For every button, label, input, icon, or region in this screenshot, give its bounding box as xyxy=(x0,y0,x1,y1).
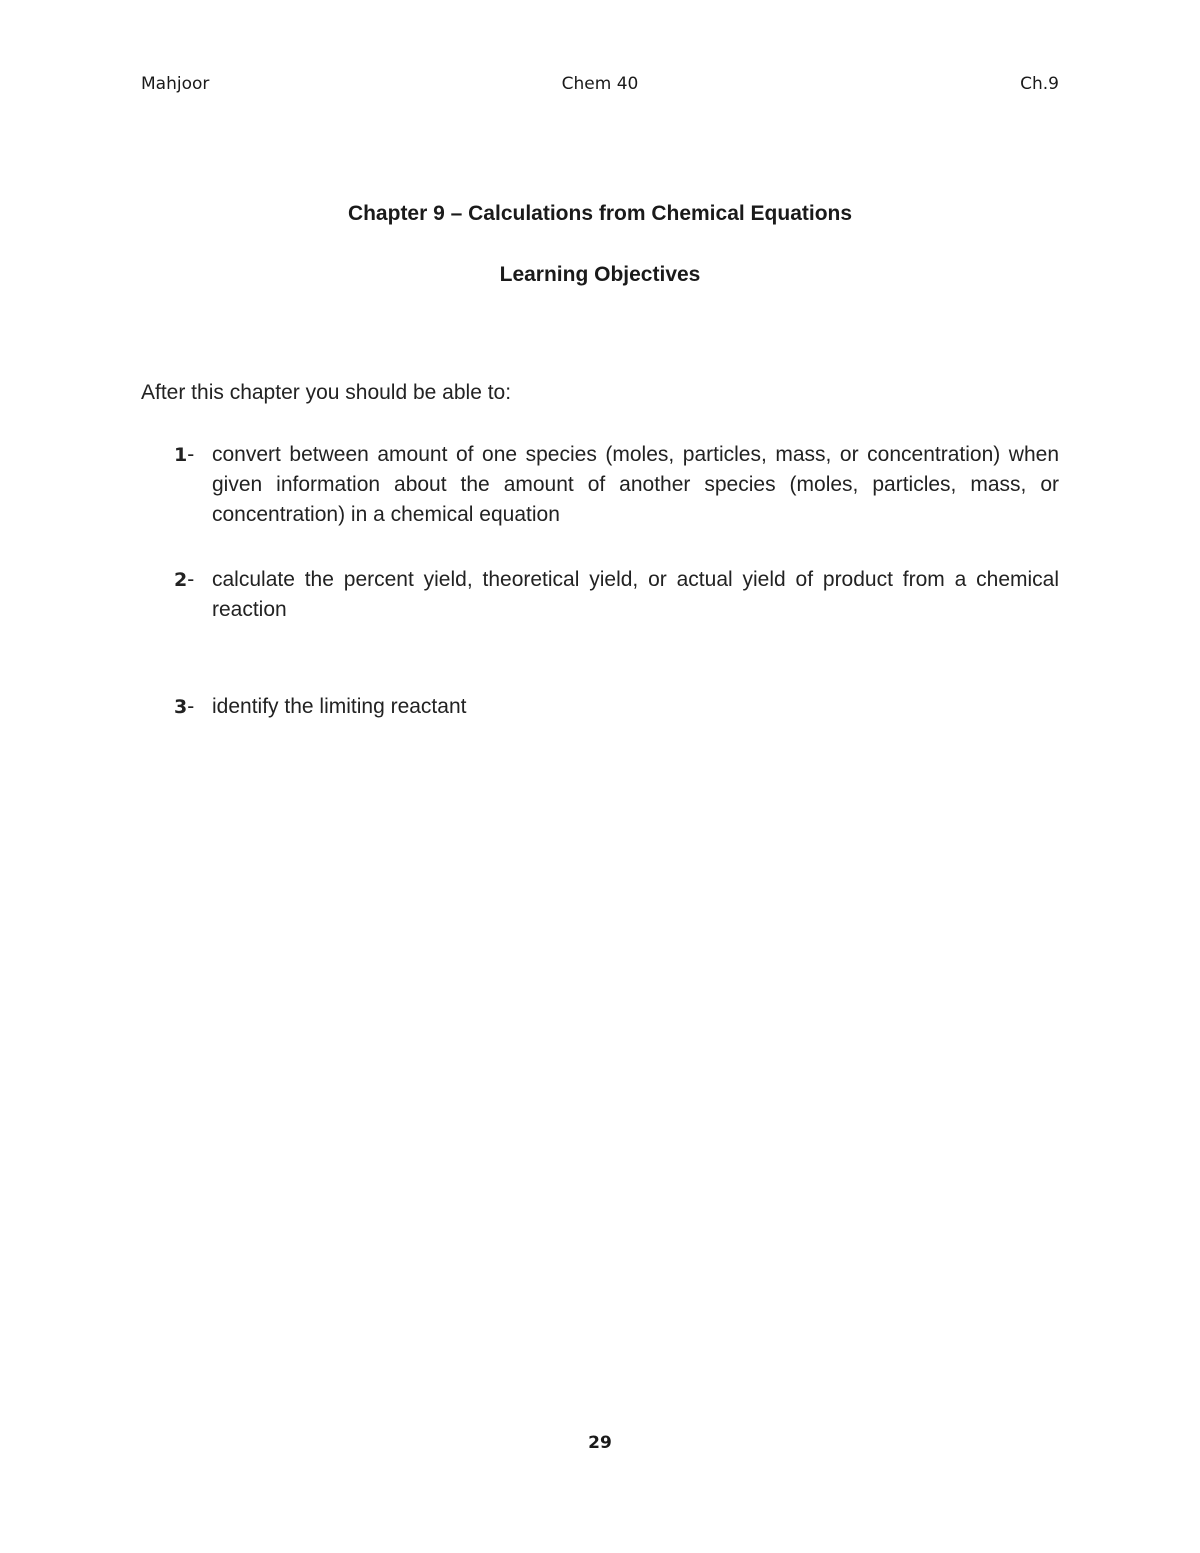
objective-item xyxy=(174,440,1059,530)
objective-marker: 3- xyxy=(174,695,195,718)
objective-marker: 2- xyxy=(174,568,195,591)
objective-text: calculate the percent yield, theoretical yield, or actual yield of product from a chemical reaction xyxy=(212,568,1059,621)
objective-marker: 1- xyxy=(174,443,195,466)
page-number: 29 xyxy=(588,1433,612,1453)
chapter-title: Chapter 9 – Calculations from Chemical Equations xyxy=(347,202,853,225)
section-heading: Learning Objectives xyxy=(499,263,701,286)
header-chapter: Ch.9 xyxy=(1020,74,1059,94)
objective-number: 3 xyxy=(174,696,188,718)
objective-item xyxy=(174,565,1059,625)
header-course: Chem 40 xyxy=(561,74,639,94)
objective-item xyxy=(174,692,1059,722)
objective-number: 1 xyxy=(174,444,188,466)
objective-number: 2 xyxy=(174,569,188,591)
header-author: Mahjoor xyxy=(141,74,210,94)
intro-text: After this chapter you should be able to: xyxy=(141,381,512,404)
objective-text: convert between amount of one species (moles, particles, mass, or concentration) when given information about the amount of another species (moles, particles, mass, or concentration) in a chemical equation xyxy=(212,443,1059,526)
objective-text: identify the limiting reactant xyxy=(212,695,467,718)
